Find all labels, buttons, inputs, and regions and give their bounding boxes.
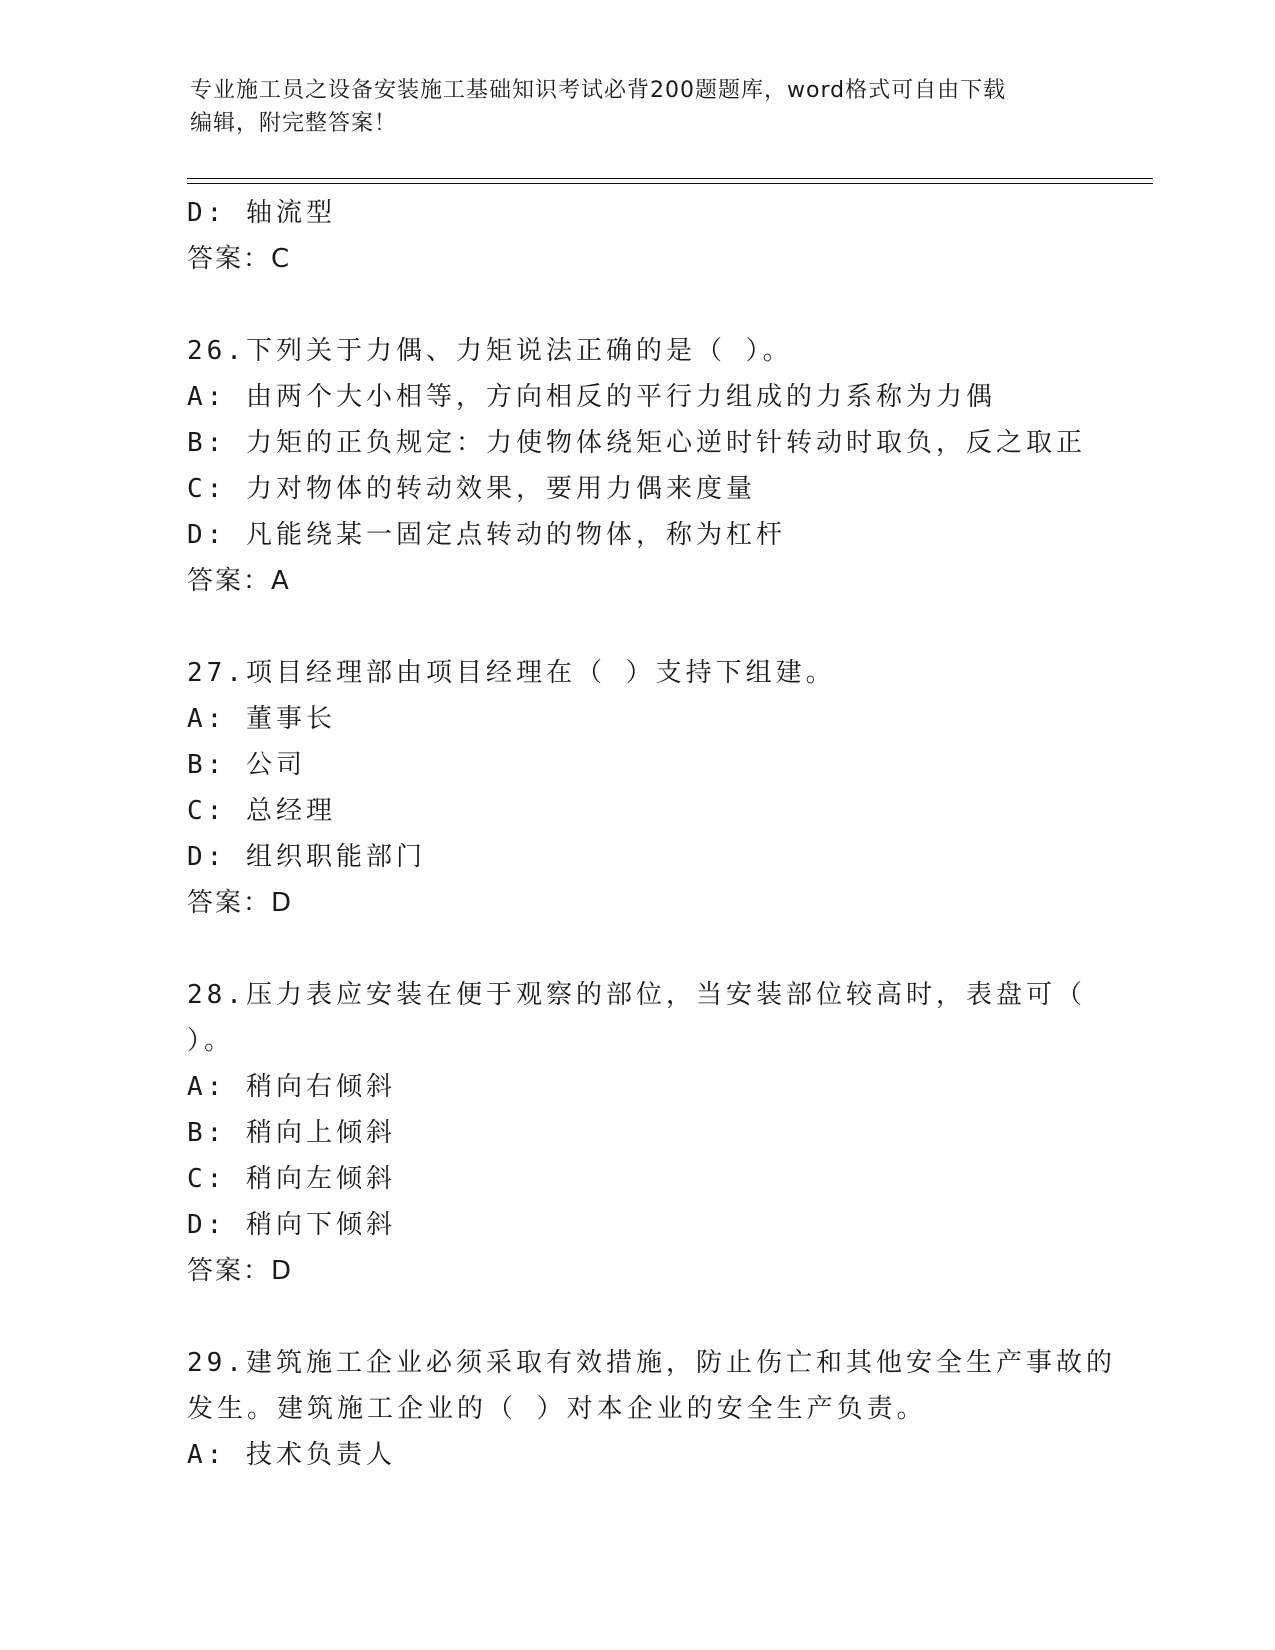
option-c: C: 力对物体的转动效果，要用力偶来度量 <box>187 474 756 504</box>
answer: 答案：D <box>187 888 294 918</box>
question-stem-line-2: 发生。建筑施工企业的（ ）对本企业的安全生产负责。 <box>187 1394 927 1424</box>
spacer <box>187 926 1087 972</box>
question-29 <box>187 1340 1116 1478</box>
option-d: D: 组织职能部门 <box>187 842 426 872</box>
answer: 答案：A <box>187 566 291 596</box>
option-b: B: 稍向上倾斜 <box>187 1118 396 1148</box>
option-a: A: 技术负责人 <box>187 1440 396 1470</box>
header-rule-top <box>187 178 1153 179</box>
option-c: C: 总经理 <box>187 796 336 826</box>
question-27 <box>187 650 1087 926</box>
prev-option-d: D: 轴流型 <box>187 198 336 228</box>
question-stem-line-1: 29.建筑施工企业必须采取有效措施，防止伤亡和其他安全生产事故的 <box>187 1348 1116 1378</box>
answer: 答案：D <box>187 1256 294 1286</box>
question-stem: 27.项目经理部由项目经理在（ ）支持下组建。 <box>187 658 836 688</box>
option-d: D: 凡能绕某一固定点转动的物体，称为杠杆 <box>187 520 786 550</box>
option-a: A: 由两个大小相等，方向相反的平行力组成的力系称为力偶 <box>187 382 996 412</box>
option-b: B: 力矩的正负规定：力使物体绕矩心逆时针转动时取负，反之取正 <box>187 428 1086 458</box>
question-stem-line-2: ）。 <box>187 1026 235 1056</box>
option-a: A: 董事长 <box>187 704 336 734</box>
prev-answer: 答案：C <box>187 244 292 274</box>
header-rule-bottom <box>187 183 1153 184</box>
header-line-2: 编辑，附完整答案！ <box>190 111 398 136</box>
option-a: A: 稍向右倾斜 <box>187 1072 396 1102</box>
option-d: D: 稍向下倾斜 <box>187 1210 396 1240</box>
question-stem-line-1: 28.压力表应安装在便于观察的部位，当安装部位较高时，表盘可（ <box>187 980 1086 1010</box>
option-c: C: 稍向左倾斜 <box>187 1164 396 1194</box>
document-body <box>187 190 1116 1478</box>
spacer <box>187 604 1087 650</box>
spacer <box>187 282 1087 328</box>
spacer <box>187 1294 1087 1340</box>
header-line-1: 专业施工员之设备安装施工基础知识考试必背200题题库，word格式可自由下载 <box>190 78 1007 103</box>
question-26 <box>187 328 1087 604</box>
question-stem: 26.下列关于力偶、力矩说法正确的是（ ）。 <box>187 336 793 366</box>
question-28 <box>187 972 1087 1294</box>
document-header <box>190 74 1090 140</box>
option-b: B: 公司 <box>187 750 306 780</box>
